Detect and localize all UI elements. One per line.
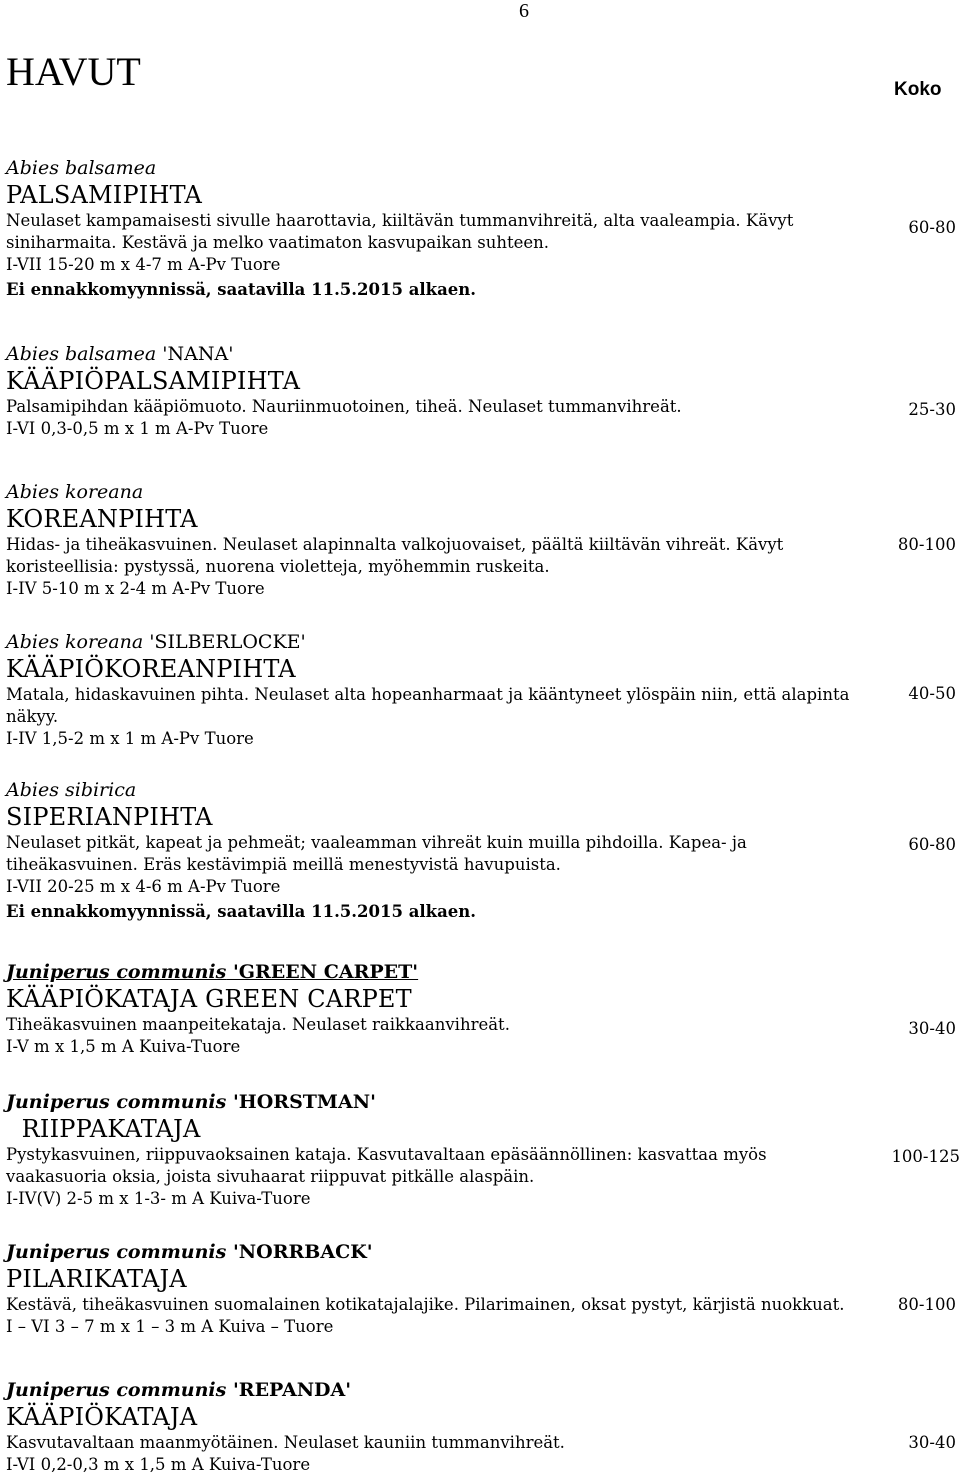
description: Tiheäkasvuinen maanpeitekataja. Neulaset raikkaanvihreät.: [6, 1015, 510, 1034]
availability-note: Ei ennakkomyynnissä, saatavilla 11.5.2015 alkaen.: [6, 902, 477, 921]
finnish-name: KOREANPIHTA: [6, 505, 198, 533]
size-value: 40-50: [908, 684, 956, 703]
cultivar-name: 'NANA': [156, 343, 234, 365]
growth-info: I-IV 5-10 m x 2-4 m A-Pv Tuore: [6, 579, 265, 598]
finnish-name: PALSAMIPIHTA: [6, 181, 203, 209]
description: Palsamipihdan kääpiömuoto. Nauriinmuotoinen, tiheä. Neulaset tummanvihreät.: [6, 397, 682, 416]
size-value: 60-80: [908, 218, 956, 237]
cultivar-name: 'GREEN CARPET': [226, 961, 419, 983]
species-name: Juniperus communis: [6, 1241, 227, 1263]
description: Matala, hidaskavuinen pihta. Neulaset alta hopeanharmaat ja kääntyneet ylöspäin niin, että alapinta näkyy.: [6, 685, 850, 726]
description: Neulaset pitkät, kapeat ja pehmeät; vaaleamman vihreät kuin muilla pihdoilla. Kapea- ja tiheäkasvuinen. Eräs kestävimpiä meillä menestyvistä havupuista.: [6, 833, 747, 874]
plant-entry: [6, 960, 956, 1058]
finnish-name: SIPERIANPIHTA: [6, 803, 213, 831]
plant-entry: [6, 778, 956, 924]
finnish-name: RIIPPAKATAJA: [6, 1115, 217, 1143]
plant-entry: [6, 1378, 956, 1476]
growth-info: I-IV(V) 2-5 m x 1-3- m A Kuiva-Tuore: [6, 1189, 311, 1208]
page-number: 6: [519, 0, 529, 22]
species-name: Abies balsamea: [6, 343, 157, 365]
species-name: Juniperus communis: [6, 1091, 227, 1113]
description: Neulaset kampamaisesti sivulle haarottavia, kiiltävän tummanvihreitä, alta vaaleampia. Kävyt siniharmaita. Kestävä ja melko vaatimaton kasvupaikan suhteen.: [6, 211, 794, 252]
size-value: 60-80: [908, 835, 956, 854]
latin-name: [6, 960, 956, 984]
page-title: HAVUT: [6, 49, 141, 94]
plant-entry: [6, 1240, 956, 1338]
growth-info: I-IV 1,5-2 m x 1 m A-Pv Tuore: [6, 729, 254, 748]
species-name: Juniperus communis: [6, 1379, 227, 1401]
species-name: Abies koreana: [6, 631, 144, 653]
finnish-name: KÄÄPIÖPALSAMIPIHTA: [6, 367, 301, 395]
latin-name: [6, 342, 956, 366]
plant-entry: [6, 342, 956, 440]
growth-info: I-VII 20-25 m x 4-6 m A-Pv Tuore: [6, 877, 281, 896]
latin-name: [6, 1378, 956, 1402]
species-name: Juniperus communis: [6, 961, 227, 983]
growth-info: I-V m x 1,5 m A Kuiva-Tuore: [6, 1037, 241, 1056]
latin-name: [6, 1090, 956, 1114]
size-value: 100-125: [891, 1147, 960, 1166]
size-value: 30-40: [908, 1433, 956, 1452]
finnish-name: KÄÄPIÖKATAJA GREEN CARPET: [6, 985, 412, 1013]
size-value: 30-40: [908, 1019, 956, 1038]
growth-info: I – VI 3 – 7 m x 1 – 3 m A Kuiva – Tuore: [6, 1317, 334, 1336]
growth-info: I-VI 0,3-0,5 m x 1 m A-Pv Tuore: [6, 419, 269, 438]
growth-info: I-VI 0,2-0,3 m x 1,5 m A Kuiva-Tuore: [6, 1455, 311, 1474]
latin-name: [6, 630, 956, 654]
growth-info: I-VII 15-20 m x 4-7 m A-Pv Tuore: [6, 255, 281, 274]
plant-entry: [6, 1090, 960, 1210]
size-value: 80-100: [897, 535, 956, 554]
finnish-name: KÄÄPIÖKATAJA: [6, 1403, 198, 1431]
species-name: Abies koreana: [6, 481, 144, 503]
latin-name: [6, 156, 956, 180]
finnish-name: PILARIKATAJA: [6, 1265, 187, 1293]
plant-entry: [6, 630, 956, 750]
size-column-header: Koko: [894, 79, 942, 100]
latin-name: [6, 778, 956, 802]
availability-note: Ei ennakkomyynnissä, saatavilla 11.5.2015 alkaen.: [6, 280, 477, 299]
finnish-name: KÄÄPIÖKOREANPIHTA: [6, 655, 296, 683]
description: Kestävä, tiheäkasvuinen suomalainen kotikatajalajike. Pilarimainen, oksat pystyt, kärjistä nuokkuat.: [6, 1295, 845, 1314]
size-value: 80-100: [897, 1295, 956, 1314]
description: Pystykasvuinen, riippuvaoksainen kataja. Kasvutavaltaan epäsäännöllinen: kasvattaa myös vaakasuoria oksia, joista sivuhaarat riippuvat pitkälle alaspäin.: [6, 1145, 767, 1186]
cultivar-name: 'HORSTMAN': [226, 1091, 376, 1113]
plant-entry: [6, 156, 956, 302]
size-value: 25-30: [908, 400, 956, 419]
description: Kasvutavaltaan maanmyötäinen. Neulaset kauniin tummanvihreät.: [6, 1433, 565, 1452]
cultivar-name: 'NORRBACK': [226, 1241, 373, 1263]
latin-name: [6, 480, 956, 504]
cultivar-name: 'SILBERLOCKE': [143, 631, 306, 653]
plant-entry: [6, 480, 956, 600]
species-name: Abies balsamea: [6, 157, 157, 179]
species-name: Abies sibirica: [6, 779, 137, 801]
description: Hidas- ja tiheäkasvuinen. Neulaset alapinnalta valkojuovaiset, päältä kiiltävän vihreät. Kävyt koristeellisia: pystyssä, nuorena violetteja, myöhemmin ruskeita.: [6, 535, 784, 576]
cultivar-name: 'REPANDA': [226, 1379, 352, 1401]
latin-name: [6, 1240, 956, 1264]
